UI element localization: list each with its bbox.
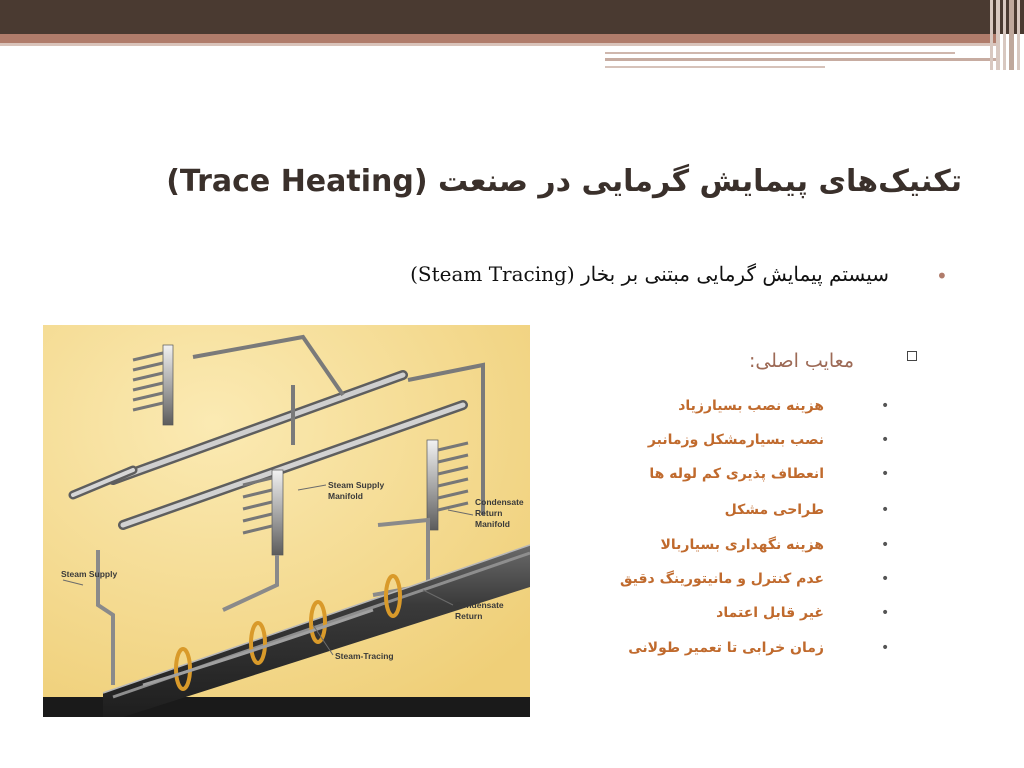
label-steam-supply-manifold: Steam Supply xyxy=(328,480,385,490)
bullet-steam-tracing: سیستم پیمایش گرمایی مبتنی بر بخار (Steam Tracing) xyxy=(410,262,889,286)
decor-line xyxy=(605,58,1000,61)
sub-bullet-marker: • xyxy=(881,537,890,553)
sub-bullet-marker: • xyxy=(881,502,890,518)
decor-stripes xyxy=(990,0,1024,70)
square-bullet-marker xyxy=(907,351,917,361)
bullet-main-drawbacks: معایب اصلی: xyxy=(748,350,854,372)
label-condensate-return-manifold: Manifold xyxy=(475,519,510,529)
header-accent-band xyxy=(0,34,1000,43)
label-steam-supply: Steam Supply xyxy=(61,569,118,579)
sub-bullet-marker: • xyxy=(881,398,890,414)
label-condensate-return-manifold: Condensate xyxy=(475,497,524,507)
sub-bullet-marker: • xyxy=(881,640,890,656)
drawback-item: هزینه نصب بسیارزیاد xyxy=(678,398,824,414)
decor-line xyxy=(605,52,955,54)
drawback-item: زمان خرابی تا تعمیر طولانی xyxy=(628,640,824,656)
drawback-item: غیر قابل اعتماد xyxy=(716,605,824,621)
label-condensate-return: Return xyxy=(455,611,483,621)
bullet-marker: • xyxy=(936,264,948,288)
sub-bullet-marker: • xyxy=(881,466,890,482)
decor-line xyxy=(605,66,825,68)
header-accent-band-light xyxy=(0,43,1000,46)
drawback-item: هزینه نگهداری بسیاربالا xyxy=(660,537,824,553)
drawback-item: نصب بسیارمشکل وزمانبر xyxy=(647,432,824,448)
drawback-item: عدم کنترل و مانیتورینگ دقیق xyxy=(620,571,824,587)
steam-tracing-diagram xyxy=(43,325,530,717)
sub-bullet-marker: • xyxy=(881,605,890,621)
label-steam-supply-manifold: Manifold xyxy=(328,491,363,501)
sub-bullet-marker: • xyxy=(881,571,890,587)
label-condensate-return-manifold: Return xyxy=(475,508,503,518)
header-bar xyxy=(0,0,1024,34)
sub-bullet-marker: • xyxy=(881,432,890,448)
drawback-item: انعطاف پذیری کم لوله ها xyxy=(649,466,824,482)
label-condensate-return: Condensate xyxy=(455,600,504,610)
label-steam-tracing: Steam-Tracing xyxy=(335,651,394,661)
drawback-item: طراحی مشکل xyxy=(724,502,824,518)
slide-title: تکنیک‌های پیمایش گرمایی در صنعت (Trace Heating) xyxy=(166,164,962,199)
